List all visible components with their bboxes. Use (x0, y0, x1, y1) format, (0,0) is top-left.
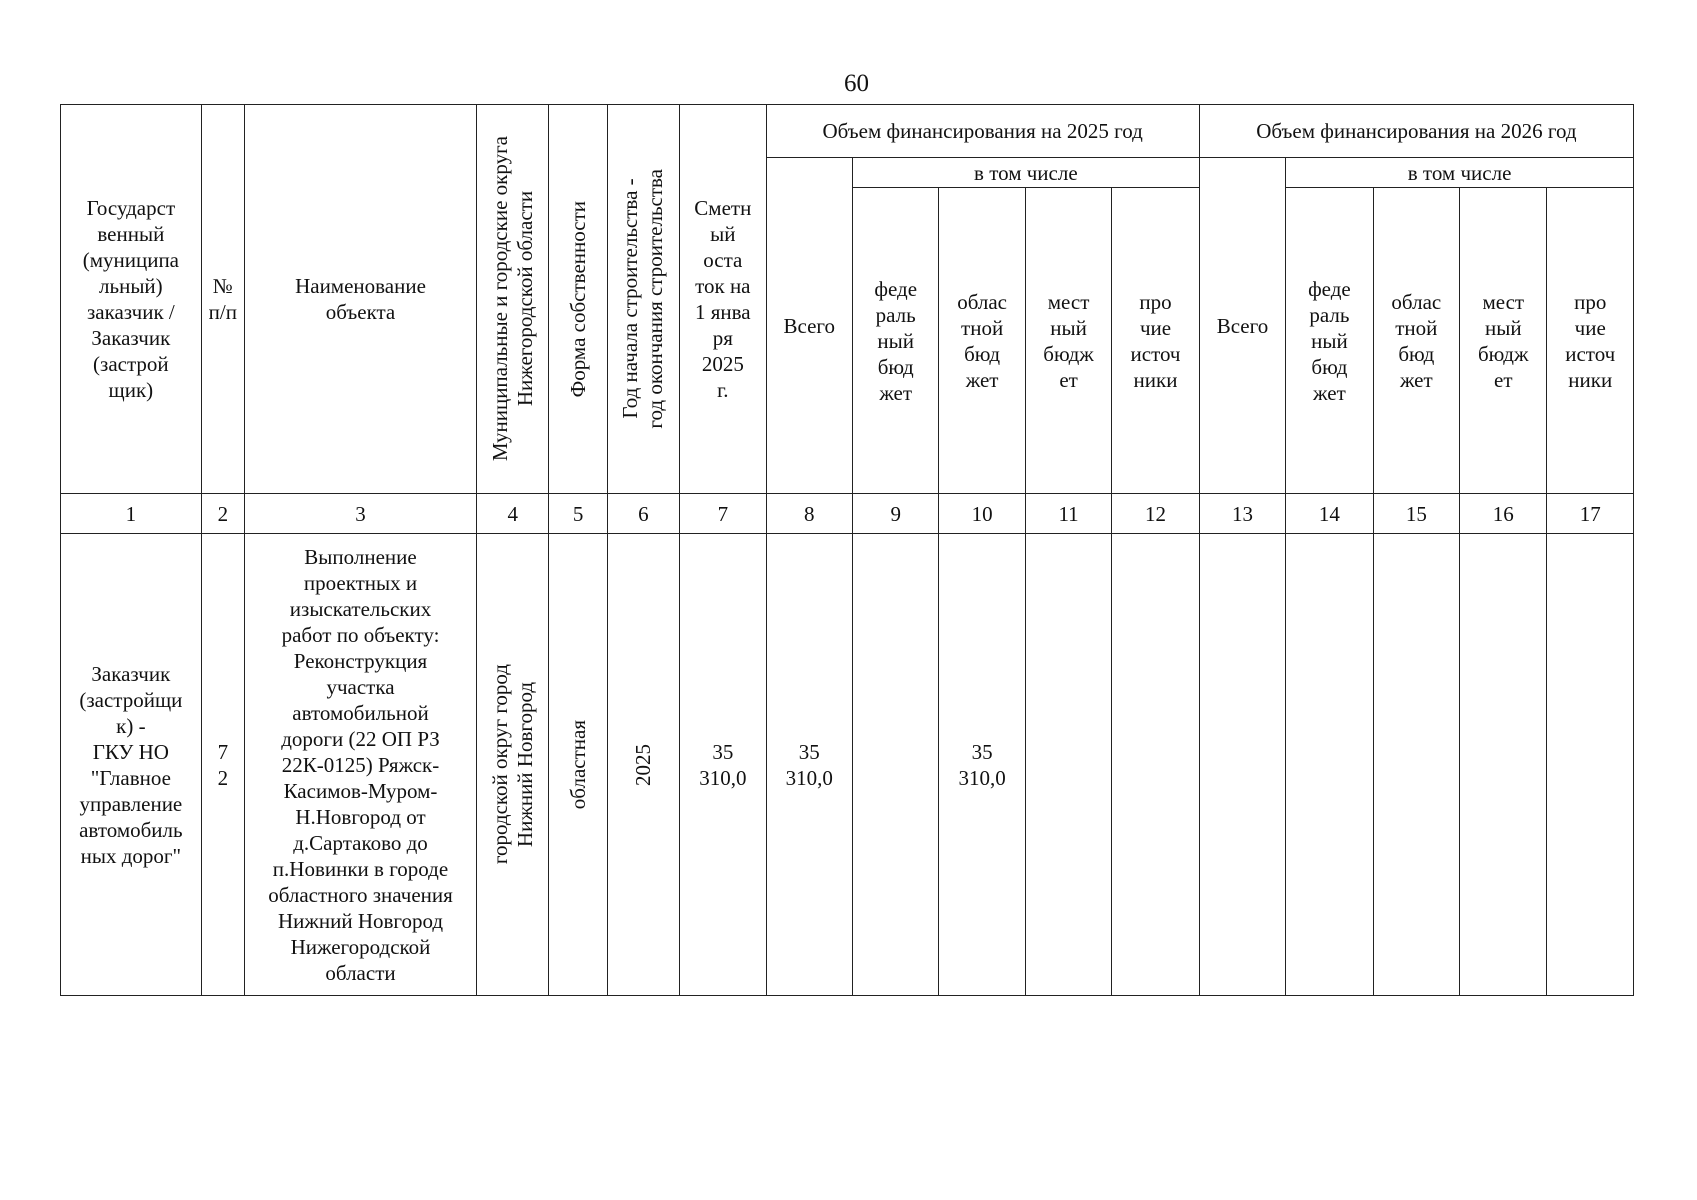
table-row (61, 534, 1634, 996)
column-number: 1 (61, 494, 202, 534)
header-financing-2026: Объем финансирования на 2026 год (1199, 105, 1633, 158)
row-local-2025 (1025, 534, 1111, 996)
row-ownership-text: областная (565, 719, 590, 810)
header-financing-2025: Объем финансирования на 2025 год (766, 105, 1199, 158)
header-total-2026: Всего (1199, 158, 1285, 494)
column-number: 16 (1460, 494, 1547, 534)
header-years (607, 105, 679, 494)
row-regional-2025: 35 310,0 (939, 534, 1025, 996)
row-municipality-text: городской округ город Нижний Новгород (487, 664, 537, 865)
column-number: 7 (680, 494, 766, 534)
header-regional-2026: облас тной бюд жет (1373, 188, 1459, 494)
row-federal-2025 (852, 534, 938, 996)
row-years (607, 534, 679, 996)
row-local-2026 (1460, 534, 1547, 996)
row-total-2026 (1199, 534, 1285, 996)
column-number: 12 (1112, 494, 1199, 534)
row-number: 7 2 (201, 534, 244, 996)
column-number: 15 (1373, 494, 1459, 534)
header-municipality-text: Муниципальные и городские округа Нижегородской области (487, 136, 537, 462)
column-number: 3 (244, 494, 476, 534)
header-other-2025: про чие источ ники (1112, 188, 1199, 494)
header-regional-2025: облас тной бюд жет (939, 188, 1025, 494)
column-number: 4 (477, 494, 549, 534)
column-number: 5 (549, 494, 607, 534)
row-other-2026 (1547, 534, 1634, 996)
header-row-1 (61, 105, 1634, 158)
header-including-2026: в том числе (1286, 158, 1634, 188)
header-other-2026: про чие источ ники (1547, 188, 1634, 494)
header-number: № п/п (201, 105, 244, 494)
row-regional-2026 (1373, 534, 1459, 996)
header-ownership-text: Форма собственности (565, 200, 590, 398)
row-customer: Заказчик (застройщи к) - ГКУ НО "Главное управление автомобиль ных дорог" (61, 534, 202, 996)
column-number: 9 (852, 494, 938, 534)
header-municipality (477, 105, 549, 494)
header-customer: Государст венный (муниципа льный) заказчик / Заказчик (застрой щик) (61, 105, 202, 494)
row-total-2025: 35 310,0 (766, 534, 852, 996)
column-number: 2 (201, 494, 244, 534)
column-number: 14 (1286, 494, 1373, 534)
header-federal-2025: феде раль ный бюд жет (852, 188, 938, 494)
row-federal-2026 (1286, 534, 1373, 996)
header-federal-2026: феде раль ный бюд жет (1286, 188, 1373, 494)
row-other-2025 (1112, 534, 1199, 996)
header-local-2026: мест ный бюдж ет (1460, 188, 1547, 494)
column-number: 11 (1025, 494, 1111, 534)
header-including-2025: в том числе (852, 158, 1199, 188)
header-total-2025: Всего (766, 158, 852, 494)
row-years-text: 2025 (630, 743, 655, 786)
column-numbers-row (61, 494, 1634, 534)
row-ownership (549, 534, 607, 996)
column-number: 13 (1199, 494, 1285, 534)
header-balance: Сметн ый оста ток на 1 янва ря 2025 г. (680, 105, 766, 494)
row-municipality (477, 534, 549, 996)
header-object-name: Наименование объекта (244, 105, 476, 494)
row-balance: 35 310,0 (680, 534, 766, 996)
header-years-text: Год начала строительства - год окончания строительства (618, 169, 668, 429)
row-object-name: Выполнение проектных и изыскательских работ по объекту: Реконструкция участка автомобильной дороги (22 ОП РЗ 22К-0125) Ряжск- Касимов-Муром- Н.Новгород от д.Сартаково до п.Новинки в городе областного значения Нижний Новгород Нижегородской области (244, 534, 476, 996)
column-number: 10 (939, 494, 1025, 534)
header-ownership (549, 105, 607, 494)
column-number: 6 (607, 494, 679, 534)
page-number: 60 (844, 70, 869, 97)
header-local-2025: мест ный бюдж ет (1025, 188, 1111, 494)
financing-table (60, 104, 1634, 996)
column-number: 17 (1547, 494, 1634, 534)
column-number: 8 (766, 494, 852, 534)
